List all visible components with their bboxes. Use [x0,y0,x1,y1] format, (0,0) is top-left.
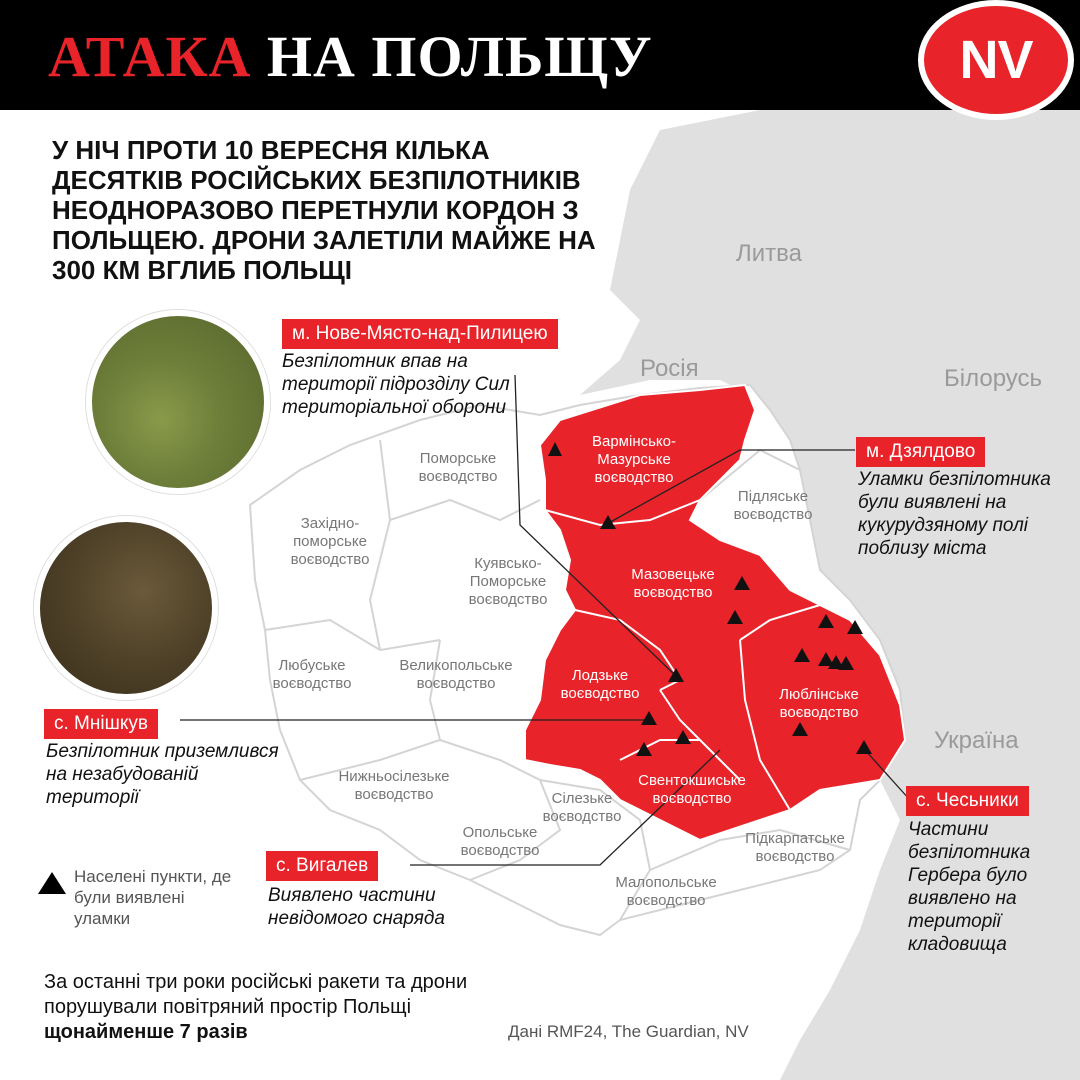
tag-czesniki: с. Чесьники [906,786,1029,816]
note-wyhalew: Виявлено частини невідомого снаряда [268,885,445,929]
region-pomorskie: Поморське воєводство [418,450,498,485]
title-white-part: НА ПОЛЬЩУ [266,24,653,89]
region-kujawsko-pomorskie: Куявсько- Поморське воєводство [468,555,548,608]
tag-mniszkow: с. Мнішкув [44,709,158,739]
tag-dzialdowo: м. Дзялдово [856,437,985,467]
legend-text: Населені пункти, де були виявлені уламки [74,867,232,928]
region-mazowieckie: Мазовецьке воєводство [631,566,715,601]
region-dolnoslaskie: Нижньосілезьке воєводство [338,768,450,803]
country-ukraine: Україна [934,727,1019,754]
tag-nowe-miasto: м. Нове-Място-над-Пилицею [282,319,558,349]
region-warminsko-mazurskie: Вармінсько- Мазурське воєводство [591,433,677,486]
region-podkarpackie: Підкарпатське воєводство [745,830,845,865]
note-czesniki: Частини безпілотника Гербера було виявлено на території кладовища [908,819,1031,955]
tag-wyhalew: с. Вигалев [266,851,378,881]
region-lubuskie: Любуське воєводство [272,657,352,692]
region-malopolskie: Малопольське воєводство [615,874,717,909]
country-russia: Росія [640,355,699,382]
nv-logo [918,0,1074,120]
page-title [48,22,653,92]
drone-photo-1 [86,310,270,494]
logo-text: NV [959,30,1033,90]
footer-bold: щонайменше 7 разів [44,1021,248,1043]
region-lodzkie: Лодзьке воєводство [560,667,640,702]
region-slaskie: Сілезьке воєводство [542,790,622,825]
region-wielkopolskie: Великопольське воєводство [399,657,513,692]
country-belarus: Білорусь [944,365,1043,392]
footer-text [44,970,484,1045]
source-credit: Дані RMF24, The Guardian, NV [508,1022,749,1041]
footer-plain: За останні три роки російські ракети та дрони порушували повітряний простір Польщі [44,971,468,1018]
region-swietokrzyskie: Свентокшиське воєводство [638,772,746,807]
note-dzialdowo: Уламки безпілотника були виявлені на кукурудзяному полі поблизу міста [858,469,1051,559]
region-podlaskie: Підляське воєводство [733,488,813,523]
drone-photo-2 [34,516,218,700]
title-red-part: АТАКА [48,24,252,89]
note-nowe-miasto: Безпілотник впав на території підрозділу Сил територіальної оборони [282,351,510,418]
region-zachodniopomorskie: Західно- поморське воєводство [290,515,370,568]
note-mniszkow: Безпілотник приземлився на незабудованій території [46,741,279,808]
debris-marker-icon [38,872,66,894]
intro-text: У НІЧ ПРОТИ 10 ВЕРЕСНЯ КІЛЬКА ДЕСЯТКІВ РОСІЙСЬКИХ БЕЗПІЛОТНИКІВ НЕОДНОРАЗОВО ПЕРЕТНУЛИ КОРДОН З ПОЛЬЩЕЮ. ДРОНИ ЗАЛЕТІЛИ МАЙЖЕ НА 300 КМ ВГЛИБ ПОЛЬЩІ [52,135,596,285]
country-lithuania: Литва [736,240,802,267]
region-lubelskie: Люблінське воєводство [779,686,859,721]
region-opolskie: Опольське воєводство [460,824,540,859]
